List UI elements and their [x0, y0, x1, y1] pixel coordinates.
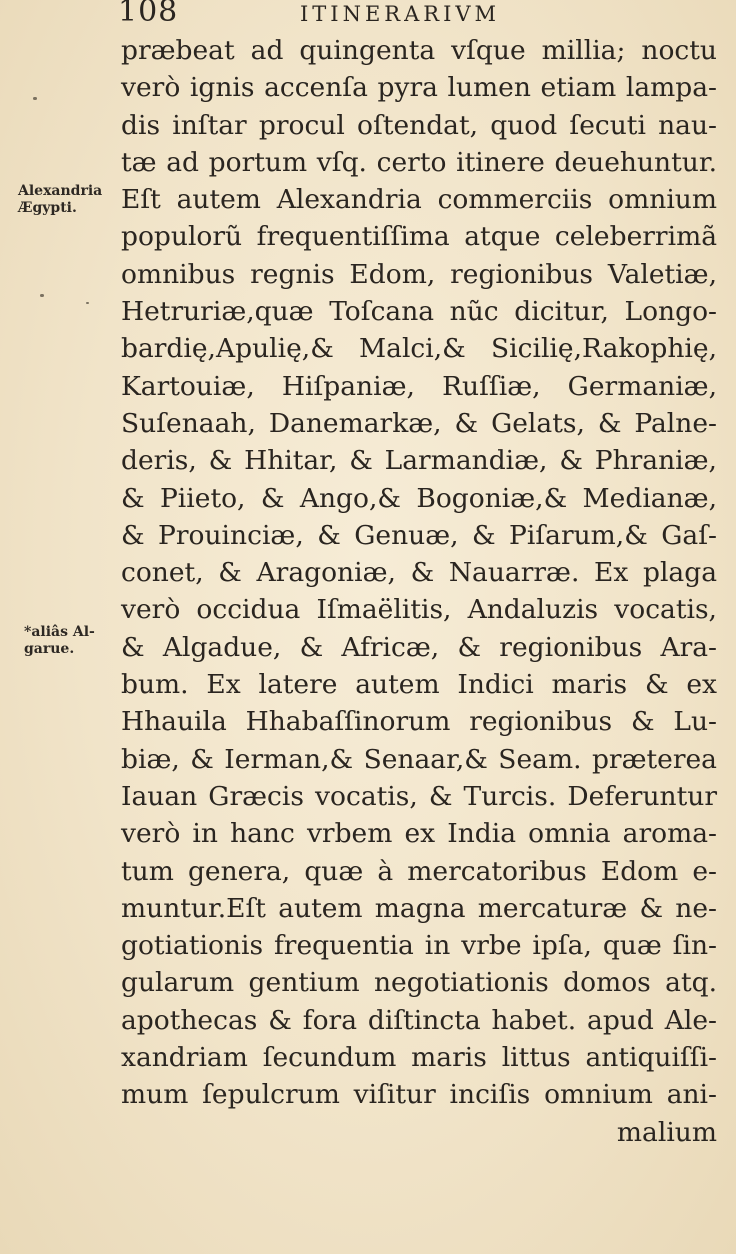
running-head [118, 0, 718, 32]
text-line: conet, & Aragoniæ, & Nauarræ. Ex plaga [121, 557, 717, 589]
paper-speck [40, 294, 44, 297]
text-line: Hhauila Hhabaſſinorum regionibus & Lu- [121, 706, 717, 738]
margin-note-alias [24, 624, 124, 658]
text-line: verò in hanc vrbem ex India omnia aroma- [121, 818, 717, 850]
margin-note-line: Ægypti. [18, 200, 77, 216]
text-line: verò ignis accenſa pyra lumen etiam lampa- [121, 72, 717, 104]
text-line: verò occidua Iſmaëlitis, Andaluzis vocatis, [121, 594, 717, 626]
text-line: populorũ frequentiſſima atque celeberrimã [121, 221, 717, 253]
running-title: ITINERARIVM [300, 2, 501, 26]
margin-note-line: Alexandria [18, 183, 103, 199]
text-line: tæ ad portum vſq. certo itinere deuehuntur. [121, 146, 717, 178]
text-line: dis inſtar procul oſtendat, quod ſecuti nau- [121, 109, 717, 141]
text-line: & Prouinciæ, & Genuæ, & Piſarum,& Gaſ- [121, 519, 717, 551]
text-line: mum ſepulcrum viſitur inciſis omnium ani- [121, 1079, 717, 1111]
body-text [121, 32, 717, 1151]
text-line: gularum gentium negotiationis domos atq. [121, 967, 717, 999]
text-line: biæ, & Ierman,& Senaar,& Seam. præterea [121, 743, 717, 775]
text-line: Hetruriæ,quæ Toſcana nũc dicitur, Longo- [121, 296, 717, 328]
text-line: malium [616, 1116, 717, 1148]
text-line: deris, & Hhitar, & Larmandiæ, & Phraniæ, [121, 445, 717, 477]
text-line: xandriam ſecundum maris littus antiquiſſi- [121, 1042, 717, 1074]
text-line: & Piieto, & Ango,& Bogoniæ,& Medianæ, [121, 482, 717, 514]
text-line: Iauan Græcis vocatis, & Turcis. Deferuntur [121, 780, 717, 812]
text-line: Eſt autem Alexandria commerciis omnium [121, 184, 717, 216]
margin-note-line: *aliâs Al- [24, 624, 95, 640]
page-number: 108 [118, 0, 179, 29]
text-line: bum. Ex latere autem Indici maris & ex [121, 669, 717, 701]
paper-speck [86, 302, 89, 304]
text-line: Suſenaah, Danemarkæ, & Gelats, & Palne- [121, 407, 717, 439]
text-line: & Algadue, & Africæ, & regionibus Ara- [121, 631, 717, 663]
text-line: omnibus regnis Edom, regionibus Valetiæ, [121, 258, 717, 290]
text-line: gotiationis frequentia in vrbe ipſa, quæ ſin- [121, 930, 717, 962]
text-line: bardię,Apulię,& Malci,& Sicilię,Rakophię, [121, 333, 717, 365]
text-line: Kartouiæ, Hiſpaniæ, Ruſſiæ, Germaniæ, [121, 370, 717, 402]
text-line: muntur.Eſt autem magna mercaturæ & ne- [121, 892, 717, 924]
text-line: apothecas & fora diſtincta habet. apud Ale- [121, 1004, 717, 1036]
text-line: præbeat ad quingenta vſque millia; noctu [121, 35, 717, 66]
margin-note-alexandria [18, 183, 118, 217]
text-line: tum genera, quæ à mercatoribus Edom e- [121, 855, 717, 887]
margin-note-line: garue. [24, 641, 75, 657]
paper-speck [33, 97, 37, 100]
